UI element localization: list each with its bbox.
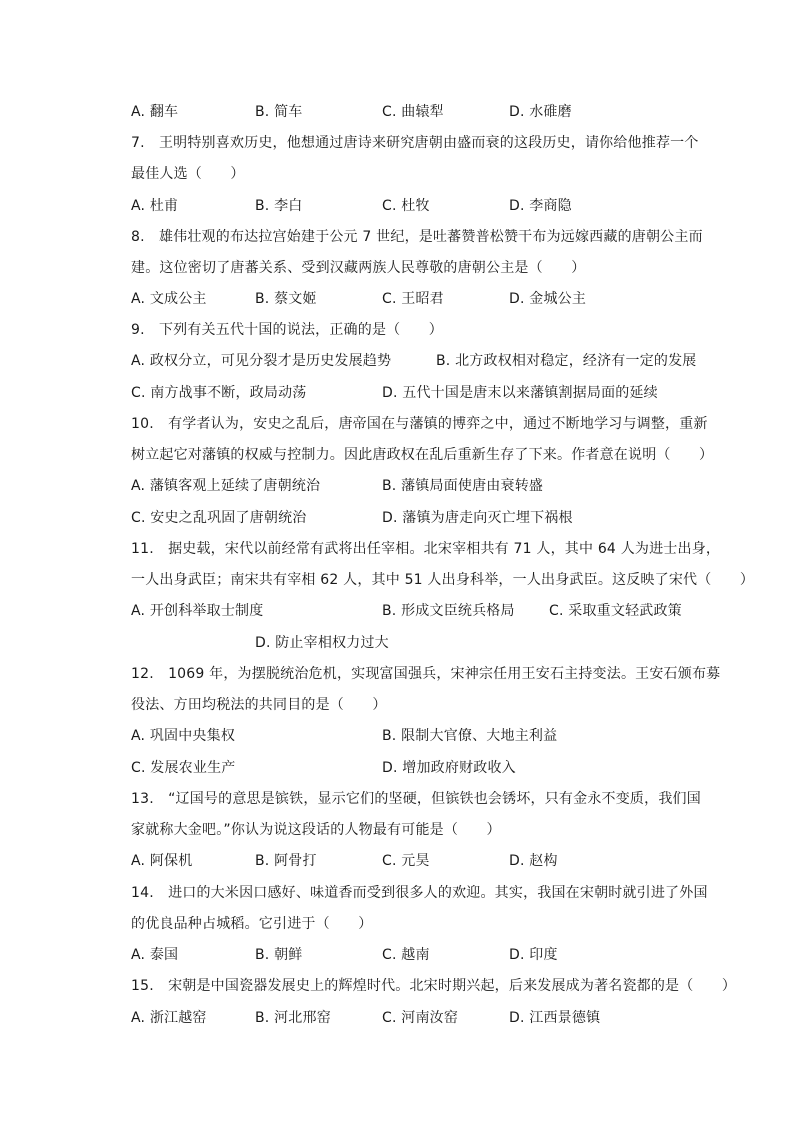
- option-a: A. 巩固中央集权: [131, 728, 236, 744]
- q13-stem-line-1: 13. “辽国号的意思是镔铁，显示它们的坚硬，但镔铁也会锈坏，只有金永不变质，我们国: [131, 791, 701, 807]
- option-d: D. 印度: [509, 947, 558, 963]
- option-a: A. 翻车: [131, 104, 179, 120]
- q11-stem-line-1: 11. 据史载，宋代以前经常有武将出任宰相。北宋宰相共有 71 人，其中 64 人为进士出身，: [131, 541, 721, 557]
- option-b: B. 李白: [255, 198, 303, 214]
- option-b: B. 简车: [255, 104, 303, 120]
- option-c: C. 元昊: [382, 853, 430, 869]
- option-d: D. 江西景德镇: [509, 1010, 601, 1026]
- option-c: C. 杜牧: [382, 198, 430, 214]
- option-b: B. 河北邢窑: [255, 1010, 331, 1026]
- option-a: A. 浙江越窑: [131, 1010, 207, 1026]
- option-b: B. 北方政权相对稳定，经济有一定的发展: [436, 353, 697, 369]
- q11-stem-line-2: 一人出身武臣；南宋共有宰相 62 人，其中 51 人出身科举，一人出身武臣。这反映了宋代（ ）: [131, 572, 755, 588]
- q8-stem-line-2: 建。这位密切了唐蕃关系、受到汉藏两族人民尊敬的唐朝公主是（ ）: [131, 260, 586, 276]
- option-a: A. 政权分立，可见分裂才是历史发展趋势: [131, 353, 392, 369]
- option-a: A. 杜甫: [131, 198, 179, 214]
- option-a: A. 藩镇客观上延续了唐朝统治: [131, 478, 321, 494]
- option-a: A. 阿保机: [131, 853, 193, 869]
- q10-stem-line-2: 树立起它对藩镇的权威与控制力。因此唐政权在乱后重新生存了下来。作者意在说明（ ）: [131, 447, 714, 463]
- option-d: D. 五代十国是唐末以来藩镇割据局面的延续: [382, 385, 658, 401]
- option-b: B. 形成文臣统兵格局: [382, 603, 515, 619]
- option-c: C. 越南: [382, 947, 430, 963]
- option-d: D. 赵构: [509, 853, 558, 869]
- q12-stem-line-1: 12. 1069 年，为摆脱统治危机，实现富国强兵，宋神宗任用王安石主持变法。王安石颁布募: [131, 666, 721, 682]
- option-d: D. 藩镇为唐走向灭亡埋下祸根: [382, 510, 573, 526]
- option-c: C. 南方战事不断，政局动荡: [131, 385, 307, 401]
- option-c: C. 发展农业生产: [131, 760, 236, 776]
- q7-stem-line-1: 7. 王明特别喜欢历史，他想通过唐诗来研究唐朝由盛而衰的这段历史，请你给他推荐一个: [131, 135, 699, 151]
- option-a: A. 文成公主: [131, 291, 207, 307]
- option-c: C. 河南汝窑: [382, 1010, 459, 1026]
- option-c: C. 曲辕犁: [382, 104, 444, 120]
- q10-stem-line-1: 10. 有学者认为，安史之乱后，唐帝国在与藩镇的博弈之中，通过不断地学习与调整，重新: [131, 416, 708, 432]
- option-a: A. 开创科举取士制度: [131, 603, 264, 619]
- option-c: C. 采取重文轻武政策: [549, 603, 682, 619]
- option-d: D. 防止宰相权力过大: [255, 635, 389, 651]
- option-d: D. 李商隐: [509, 198, 572, 214]
- q14-stem-line-2: 的优良品种占城稻。它引进于（ ）: [131, 916, 373, 932]
- option-b: B. 朝鲜: [255, 947, 303, 963]
- option-d: D. 增加政府财政收入: [382, 760, 516, 776]
- option-b: B. 阿骨打: [255, 853, 317, 869]
- q12-stem-line-2: 役法、方田均税法的共同目的是（ ）: [131, 697, 387, 713]
- option-c: C. 安史之乱巩固了唐朝统治: [131, 510, 307, 526]
- option-b: B. 藩镇局面使唐由衰转盛: [382, 478, 544, 494]
- option-c: C. 王昭君: [382, 291, 444, 307]
- q14-stem-line-1: 14. 进口的大米因口感好、味道香而受到很多人的欢迎。其实，我国在宋朝时就引进了外国: [131, 885, 708, 901]
- q13-stem-line-2: 家就称大金吧。”你认为说这段话的人物最有可能是（ ）: [131, 822, 501, 838]
- option-a: A. 泰国: [131, 947, 179, 963]
- option-b: B. 蔡文姬: [255, 291, 317, 307]
- q9-stem: 9. 下列有关五代十国的说法，正确的是（ ）: [131, 322, 443, 338]
- option-d: D. 金城公主: [509, 291, 587, 307]
- q7-stem-line-2: 最佳人选（ ）: [131, 166, 245, 182]
- q15-stem: 15. 宋朝是中国瓷器发展史上的辉煌时代。北宋时期兴起，后来发展成为著名瓷都的是（ ）: [131, 978, 737, 994]
- option-d: D. 水碓磨: [509, 104, 572, 120]
- option-b: B. 限制大官僚、大地主利益: [382, 728, 558, 744]
- q8-stem-line-1: 8. 雄伟壮观的布达拉宫始建于公元 7 世纪，是吐蕃赞普松赞干布为远嫁西藏的唐朝公主而: [131, 229, 703, 245]
